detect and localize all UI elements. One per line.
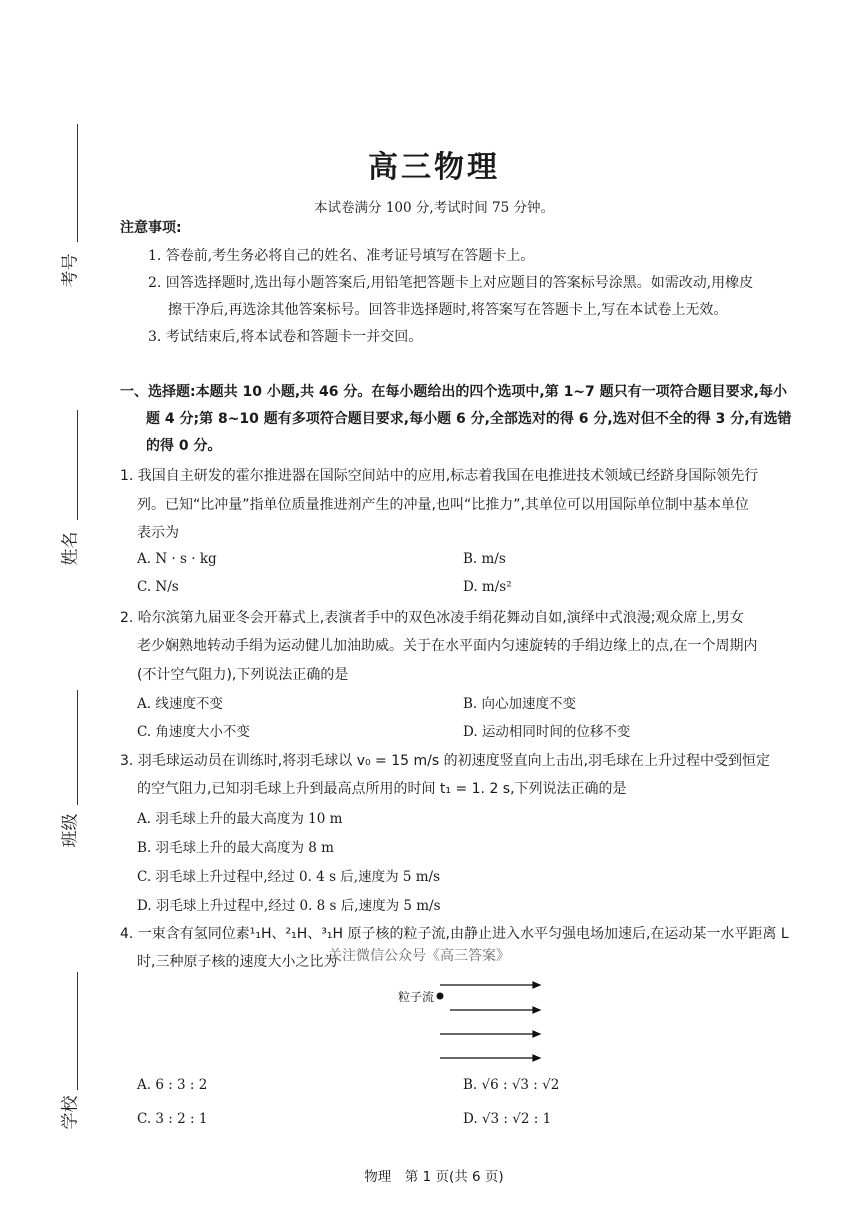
section-heading-line-3: 的得 0 分。 [146,438,222,454]
notes-item-2-cont: 擦干净后,再选涂其他答案标号。回答非选择题时,将答案写在答题卡上,写在本试卷上无效。 [168,302,728,318]
q2-option-c: C. 角速度大小不变 [137,724,250,740]
binding-label-school: 学校 [60,1095,81,1130]
notes-heading: 注意事项: [120,220,182,236]
q4-option-c: C. 3 : 2 : 1 [137,1111,208,1127]
q2-option-d: D. 运动相同时间的位移不变 [463,724,631,740]
watermark-text: 关注微信公众号《高三答案》 [328,948,510,964]
q1-option-a: A. N · s · kg [137,551,217,567]
section-heading-line-1: 一、选择题:本题共 10 小题,共 46 分。在每小题给出的四个选项中,第 1~7 题只有一项符合题目要求,每小 [120,384,787,400]
q3-line-2: 的空气阻力,已知羽毛球上升到最高点所用的时间 t₁ = 1. 2 s,下列说法正确的是 [137,781,627,797]
section-heading-line-2: 题 4 分;第 8~10 题有多项符合题目要求,每小题 6 分,全部选对的得 6 分,选对但不全的得 3 分,有选错 [146,411,792,427]
q2-option-a: A. 线速度不变 [137,696,223,712]
field-arrowhead-2 [533,1007,540,1013]
q1-option-d: D. m/s² [463,579,512,595]
notes-item-1: 1. 答卷前,考生务必将自己的姓名、准考证号填写在答题卡上。 [148,248,535,264]
figure-particle-label: 粒子流 [398,990,435,1004]
q3-option-d: D. 羽毛球上升过程中,经过 0. 8 s 后,速度为 5 m/s [137,898,441,914]
page-footer: 物理 第 1 页(共 6 页) [364,1169,504,1185]
page-subtitle: 本试卷满分 100 分,考试时间 75 分钟。 [314,200,554,216]
page-title: 高三物理 [368,150,500,185]
q2-option-b: B. 向心加速度不变 [463,696,577,712]
q2-line-1: 2. 哈尔滨第九届亚冬会开幕式上,表演者手中的双色冰凌手绢花舞动自如,演绎中式浪漫;观众席上,男女 [120,610,744,626]
q1-option-c: C. N/s [137,579,179,595]
q4-option-b: B. √6 : √3 : √2 [463,1077,560,1093]
q4-option-d: D. √3 : √2 : 1 [463,1111,552,1127]
binding-line-2 [77,410,78,520]
q1-line-2: 列。已知“比冲量”指单位质量推进剂产生的冲量,也叫“比推力”,其单位可以用国际单位制中基本单位 [137,497,749,513]
field-arrowhead-3 [533,1031,540,1037]
q3-option-b: B. 羽毛球上升的最大高度为 8 m [137,840,334,856]
field-arrowhead-4 [533,1055,540,1061]
binding-line-4 [77,972,78,1090]
notes-item-2: 2. 回答选择题时,选出每小题答案后,用铅笔把答题卡上对应题目的答案标号涂黑。如需改动,用橡皮 [148,275,754,291]
q2-line-3: (不计空气阻力),下列说法正确的是 [137,667,349,683]
binding-label-exam-number: 考号 [60,253,81,288]
q3-option-c: C. 羽毛球上升过程中,经过 0. 4 s 后,速度为 5 m/s [137,869,441,885]
q4-line-2: 时,三种原子核的速度大小之比为 [137,954,338,970]
q4-option-a: A. 6 : 3 : 2 [137,1077,208,1093]
q2-line-2: 老少娴熟地转动手绢为运动健儿加油助威。关于在水平面内匀速旋转的手绢边缘上的点,在一个周期内 [137,638,758,654]
field-arrowhead-1 [533,982,540,988]
q4-line-1: 4. 一束含有氢同位素¹₁H、²₁H、³₁H 原子核的粒子流,由静止进入水平匀强电场加速后,在运动某一水平距离 L [120,926,789,942]
q3-option-a: A. 羽毛球上升的最大高度为 10 m [137,811,343,827]
q1-option-b: B. m/s [463,551,506,567]
q1-line-1: 1. 我国自主研发的霍尔推进器在国际空间站中的应用,标志着我国在电推进技术领域已经跻身国际领先行 [120,468,759,484]
binding-label-name: 姓名 [60,531,81,566]
binding-line-3 [77,690,78,805]
q1-line-3: 表示为 [137,525,179,541]
notes-item-3: 3. 考试结束后,将本试卷和答题卡一并交回。 [148,329,423,345]
binding-label-class: 班级 [60,813,81,848]
particle-dot [437,993,444,1000]
q3-line-1: 3. 羽毛球运动员在训练时,将羽毛球以 v₀ = 15 m/s 的初速度竖直向上击出,羽毛球在上升过程中受到恒定 [120,753,771,769]
